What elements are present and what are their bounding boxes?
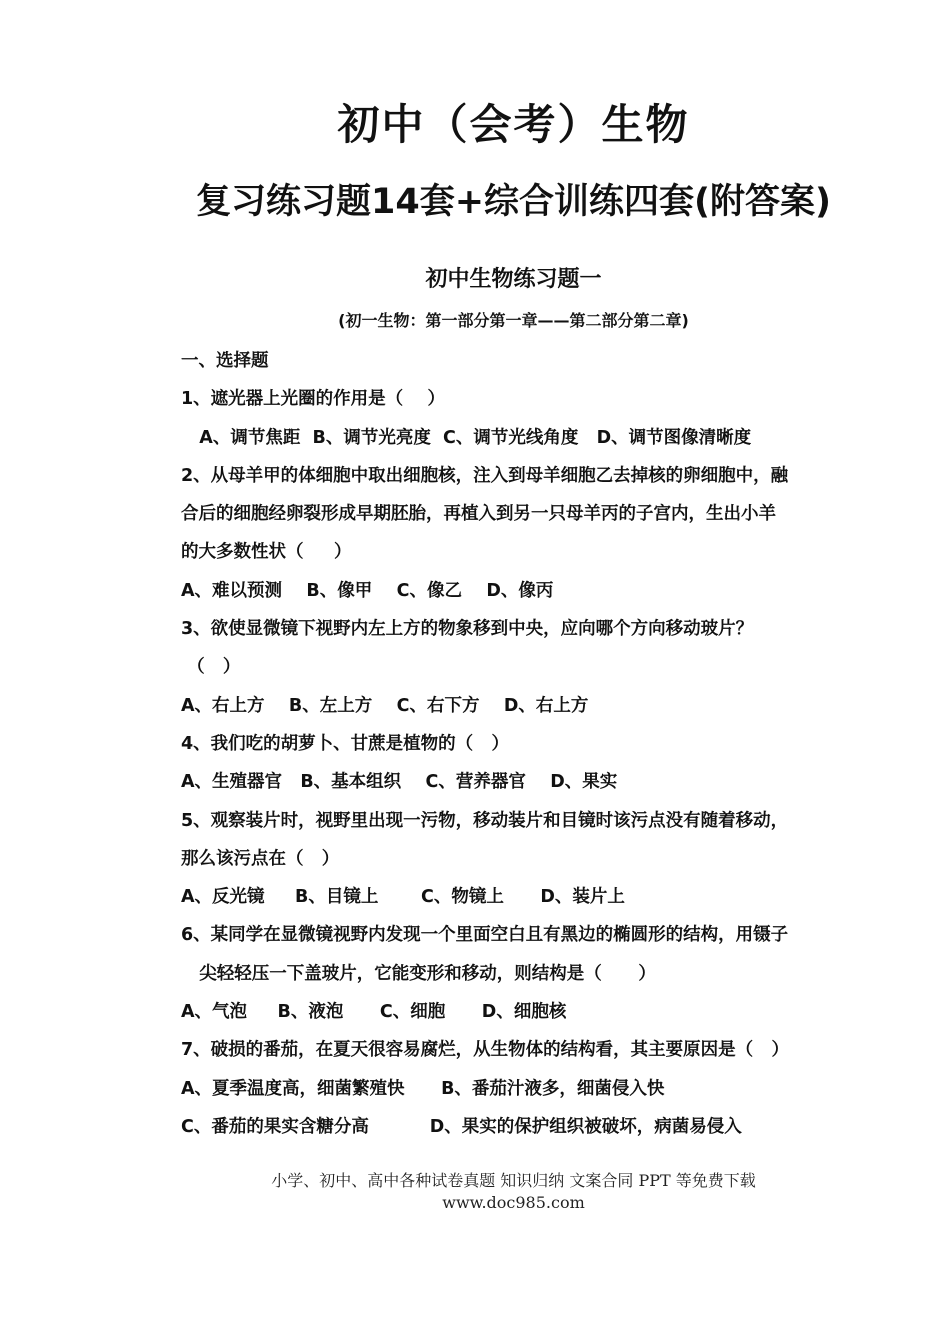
page-footer [0,1170,950,1214]
question-line: 3、欲使显微镜下视野内左上方的物象移到中央，应向哪个方向移动玻片？ [181,619,754,640]
document-subtitle: 复习练习题14套+综合训练四套(附答案) [195,182,832,222]
exercise-scope: (初一生物：第一部分第一章——第二部分第二章) [338,311,689,330]
question-line: （ ） [181,657,241,678]
answer-options: A、生殖器官 B、基本组织 C、营养器官 D、果实 [181,772,618,793]
question-line: 尖轻轻压一下盖玻片，它能变形和移动，则结构是（ ） [181,963,656,984]
exercise-title: 初中生物练习题一 [425,267,602,292]
question-line: 7、破损的番茄，在夏天很容易腐烂，从生物体的结构看，其主要原因是（ ） [181,1040,789,1061]
question-line: 5、观察装片时，视野里出现一污物，移动装片和目镜时该污点没有随着移动， [181,810,789,831]
footer-url: www.doc985.com [442,1193,585,1212]
question-line: 合后的细胞经卵裂形成早期胚胎，再植入到另一只母羊丙的子宫内，生出小羊 [181,504,776,525]
answer-options: A、难以预测 B、像甲 C、像乙 D、像丙 [181,580,554,601]
question-line: 4、我们吃的胡萝卜、甘蔗是植物的（ ） [181,733,509,754]
answer-options: A、反光镜 B、目镜上 C、物镜上 D、装片上 [181,887,625,908]
answer-options: C、番茄的果实含糖分高 D、果实的保护组织被破坏，病菌易侵入 [181,1116,742,1137]
question-line: 1、遮光器上光圈的作用是（ ） [181,389,446,410]
answer-options: A、气泡 B、液泡 C、细胞 D、细胞核 [181,1002,567,1023]
answer-options: A、夏季温度高，细菌繁殖快 B、番茄汁液多，细菌侵入快 [181,1078,665,1099]
question-line: 那么该污点在（ ） [181,848,340,869]
question-content [181,342,861,1146]
answer-options: A、右上方 B、左上方 C、右下方 D、右上方 [181,695,589,716]
question-line: 2、从母羊甲的体细胞中取出细胞核，注入到母羊细胞乙去掉核的卵细胞中，融 [181,465,789,486]
answer-options: A、调节焦距 B、调节光亮度 C、调节光线角度 D、调节图像清晰度 [181,427,752,448]
section-heading: 一、选择题 [181,351,269,371]
question-line: 6、某同学在显微镜视野内发现一个里面空白且有黑边的椭圆形的结构，用镊子 [181,925,789,946]
footer-text: 小学、初中、高中各种试卷真题 知识归纳 文案合同 PPT 等免费下载 [271,1171,756,1190]
question-line: 的大多数性状（ ） [181,542,352,563]
document-title: 初中（会考）生物 [337,100,690,149]
